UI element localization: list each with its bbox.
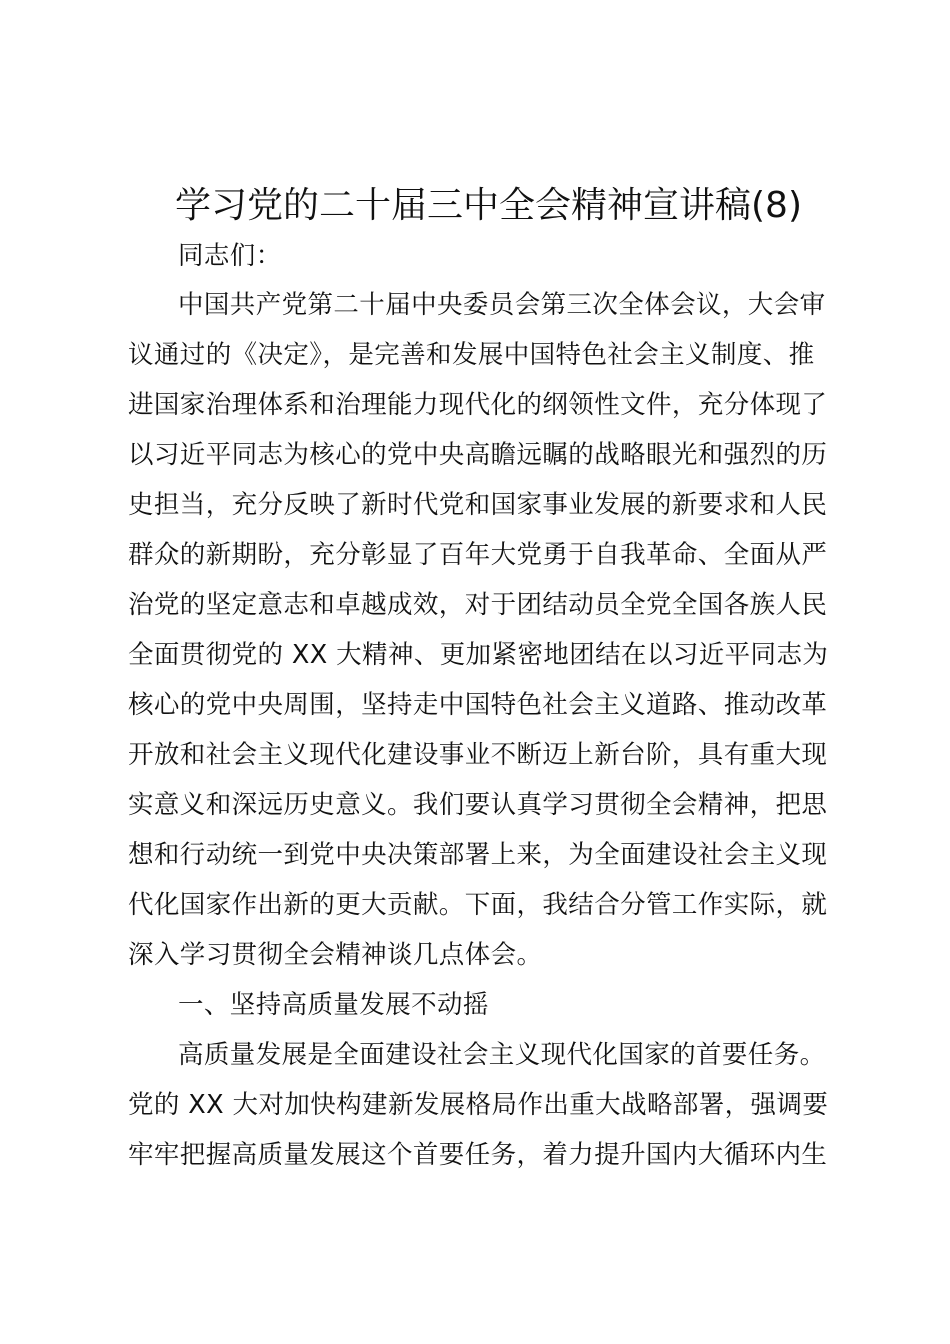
document-title: 学习党的二十届三中全会精神宣讲稿(8): [175, 185, 802, 226]
section-heading: 一、坚持高质量发展不动摇: [178, 990, 489, 1020]
paragraph-line: 深入学习贯彻全会精神谈几点体会。: [128, 940, 543, 970]
paragraph-line: 进国家治理体系和治理能力现代化的纲领性文件，充分体现了: [128, 390, 828, 420]
paragraph-line: 核心的党中央周围，坚持走中国特色社会主义道路、推动改革: [128, 690, 828, 720]
paragraph-line: 治党的坚定意志和卓越成效，对于团结动员全党全国各族人民: [128, 590, 828, 620]
paragraph-line: 牢牢把握高质量发展这个首要任务，着力提升国内大循环内生: [128, 1140, 828, 1170]
paragraph-line: 全面贯彻党的 XX 大精神、更加紧密地团结在以习近平同志为: [128, 640, 829, 670]
paragraph-line: 史担当，充分反映了新时代党和国家事业发展的新要求和人民: [128, 490, 828, 520]
paragraph-line: 想和行动统一到党中央决策部署上来，为全面建设社会主义现: [128, 840, 828, 870]
salutation: 同志们：: [178, 241, 282, 271]
paragraph-line: 开放和社会主义现代化建设事业不断迈上新台阶，具有重大现: [128, 740, 828, 770]
paragraph-line: 党的 XX 大对加快构建新发展格局作出重大战略部署，强调要: [128, 1090, 829, 1120]
paragraph-line: 群众的新期盼，充分彰显了百年大党勇于自我革命、全面从严: [128, 540, 828, 570]
paragraph-line: 高质量发展是全面建设社会主义现代化国家的首要任务。: [178, 1040, 826, 1070]
paragraph-line: 代化国家作出新的更大贡献。下面，我结合分管工作实际，就: [128, 890, 828, 920]
paragraph-line: 中国共产党第二十届中央委员会第三次全体会议，大会审: [178, 290, 826, 320]
paragraph-line: 议通过的《决定》，是完善和发展中国特色社会主义制度、推: [128, 340, 815, 370]
paragraph-line: 实意义和深远历史意义。我们要认真学习贯彻全会精神，把思: [128, 790, 828, 820]
paragraph-line: 以习近平同志为核心的党中央高瞻远瞩的战略眼光和强烈的历: [128, 440, 828, 470]
